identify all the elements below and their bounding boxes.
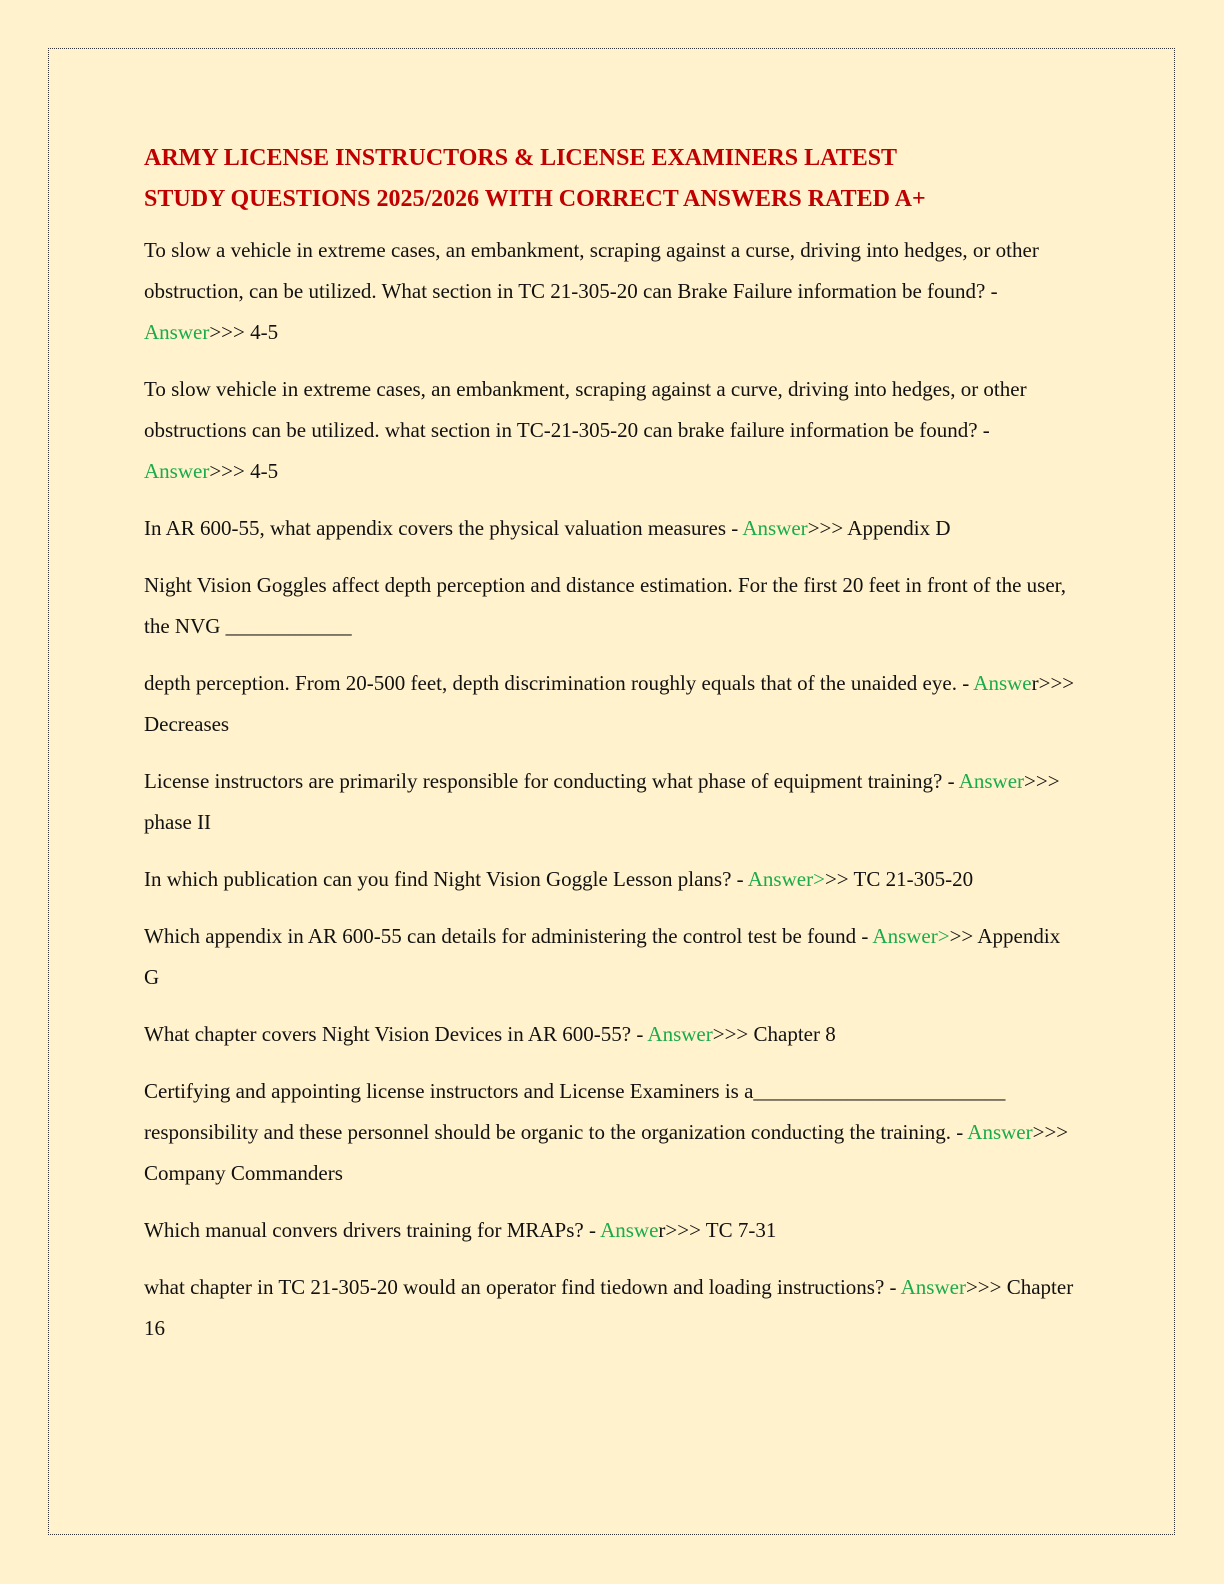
answer-label: Answer [144, 459, 210, 483]
answer-text: >>> phase II [144, 769, 1060, 834]
answer-label: Answer [967, 1120, 1033, 1144]
answer-label: Answer [647, 1022, 713, 1046]
question-text: Which manual convers drivers training for MRAPs? - [144, 1218, 601, 1242]
answer-text: r>>> Decreases [144, 671, 1075, 736]
qa-item [144, 916, 1080, 998]
answer-text: >>> Appendix D [807, 516, 951, 540]
qa-item [144, 1210, 1080, 1251]
answer-label: Answer [742, 516, 808, 540]
answer-text: >> Appendix G [144, 924, 1061, 989]
question-text: In AR 600-55, what appendix covers the physical valuation measures - [144, 516, 743, 540]
qa-item [144, 1267, 1080, 1349]
answer-label: Answer [144, 320, 210, 344]
answer-text: >>> Company Commanders [144, 1120, 1069, 1185]
qa-item [144, 663, 1080, 745]
question-text: What chapter covers Night Vision Devices in AR 600-55? - [144, 1022, 648, 1046]
answer-label: Answe [600, 1218, 659, 1242]
qa-item [144, 508, 1080, 549]
qa-item [144, 565, 1080, 647]
answer-label: Answe [973, 671, 1032, 695]
answer-text: >>> 4-5 [209, 320, 279, 344]
question-text: In which publication can you find Night Vision Goggle Lesson plans? - [144, 867, 748, 891]
question-text: depth perception. From 20-500 feet, depth discrimination roughly equals that of the unaided eye. - [144, 671, 974, 695]
document-body [144, 138, 1080, 1365]
answer-label: Answer> [747, 867, 825, 891]
title-line-2: STUDY QUESTIONS 2025/2026 WITH CORRECT ANSWERS RATED A+ [144, 186, 926, 212]
answer-label: Answer [900, 1275, 966, 1299]
question-text: what chapter in TC 21-305-20 would an operator find tiedown and loading instructions? - [144, 1275, 901, 1299]
question-text: Night Vision Goggles affect depth perception and distance estimation. For the first 20 feet in front of the user, the NVG ____________ [144, 573, 1067, 638]
qa-item [144, 230, 1080, 353]
question-text: Certifying and appointing license instructors and License Examiners is a________________________ responsibility and these personnel should be organic to the organization conducting the training. - [144, 1079, 1006, 1144]
answer-text: r>>> TC 7-31 [658, 1218, 777, 1242]
qa-item [144, 369, 1080, 492]
question-text: Which appendix in AR 600-55 can details for administering the control test be found - [144, 924, 873, 948]
answer-text: >> TC 21-305-20 [824, 867, 974, 891]
answer-label: Answer [958, 769, 1025, 793]
answer-text: >>> Chapter 16 [144, 1275, 1074, 1340]
document-title [144, 138, 1080, 220]
qa-item [144, 761, 1080, 843]
answer-label: Answer> [872, 924, 950, 948]
qa-item [144, 1071, 1080, 1194]
answer-text: >>> Chapter 8 [712, 1022, 836, 1046]
qa-item [144, 1014, 1080, 1055]
question-text: To slow a vehicle in extreme cases, an embankment, scraping against a curse, driving into hedges, or other obstruction, can be utilized. What section in TC 21-305-20 can Brake Failure information be found? - [144, 238, 1039, 303]
question-text: License instructors are primarily responsible for conducting what phase of equipment training? - [144, 769, 959, 793]
answer-text: >>> 4-5 [209, 459, 279, 483]
title-line-1: ARMY LICENSE INSTRUCTORS & LICENSE EXAMINERS LATEST [144, 145, 898, 171]
qa-item [144, 859, 1080, 900]
question-text: To slow vehicle in extreme cases, an embankment, scraping against a curve, driving into hedges, or other obstructions can be utilized. what section in TC-21-305-20 can brake failure information be found? - [144, 377, 1027, 442]
